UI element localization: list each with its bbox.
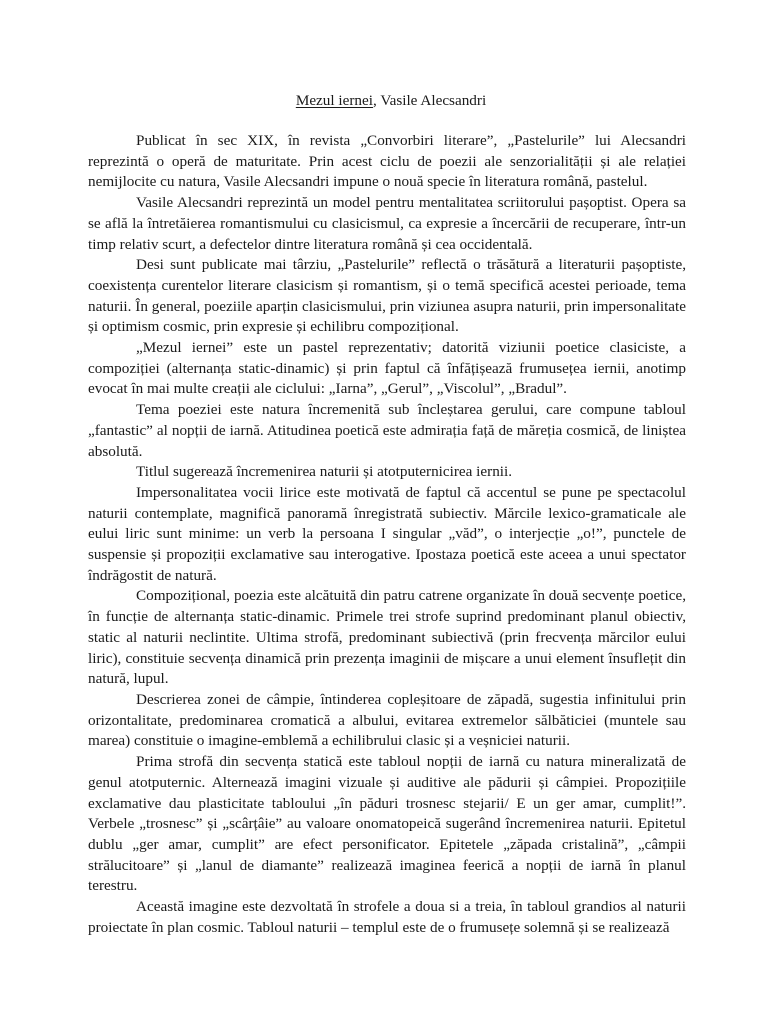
document-page — [88, 91, 686, 938]
paragraph-2: Vasile Alecsandri reprezintă un model pentru mentalitatea scriitorului pașoptist. Opera sa se află la întretăierea romantismului cu clasicismul, ca expresie a încercării de recuperare, într-un timp relativ scurt, a defectelor dintre literatura română și cea occidentală. — [88, 194, 686, 253]
paragraph-9: Descrierea zonei de câmpie, întinderea copleșitoare de zăpadă, sugestia infinitului prin orizontalitate, predominarea cromatică a albului, evitarea extremelor sălbăticiei (muntele sau marea) constituie o imagine-emblemă a echilibrului clasic și a veșniciei naturii. — [88, 690, 686, 750]
paragraph-6: Titlul sugerează încremenirea naturii și atotputernicirea iernii. — [136, 463, 513, 481]
paragraph-4: „Mezul iernei” este un pastel reprezentativ; datorită viziunii poetice clasiciste, a compoziției (alternanța static-dinamic) și prin faptul că înfățișează frumusețea iernii, anotimp evocat în mai multe creații ale ciclului: „Iarna”, „Gerul”, „Viscolul”, „Bradul”. — [88, 339, 686, 398]
paragraph-11: Această imagine este dezvoltată în strofele a doua si a treia, în tabloul grandios al naturii proiectate în plan cosmic. Tabloul naturii – templul este de o frumusețe solemnă și se realizează — [88, 898, 686, 936]
paragraph-3: Desi sunt publicate mai târziu, „Pastelurile” reflectă o trăsătură a literaturii pașoptiste, coexistența curentelor literare clasicism și romantism, și o temă specifică acestei perioade, tema naturii. În general, poeziile aparțin clasicismului, prin viziunea asupra naturii, prin impersonalitate și optimism cosmic, prin expresie și echilibru compozițional. — [88, 256, 686, 336]
title-author: Vasile Alecsandri — [380, 92, 487, 109]
paragraph-10: Prima strofă din secvența statică este tabloul nopții de iarnă cu natura mineralizată de genul atotputernic. Alternează imagini vizuale și auditive ale pădurii și câmpiei. Propozițiile exclamative dau plasticitate tabloului „în păduri trosnesc stejarii/ E un ger amar, cumplit!”. Verbele „trosnesc” și „scârțâie” au valoare onomatopeică sugerând încremenirea naturii. Epitetul dublu „ger amar, cumplit” are efect personificator. Epitetele „zăpada cristalină”, „câmpii strălucitoare” și „lanul de diamante” realizează imaginea feerică a nopții de iarnă în planul terestru. — [88, 753, 686, 895]
paragraph-5: Tema poeziei este natura încremenită sub încleștarea gerului, care compune tabloul „fantastic” al nopții de iarnă. Atitudinea poetică este admirația față de măreția cosmică, de liniștea absolută. — [88, 401, 686, 460]
document-title — [88, 91, 686, 110]
title-poem-name: Mezul iernei — [295, 92, 373, 109]
title-separator: , — [372, 92, 381, 109]
paragraph-1: Publicat în sec XIX, în revista „Convorbiri literare”, „Pastelurile” lui Alecsandri reprezintă o operă de maturitate. Prin acest ciclu de poezii ale senzorialității și ale relației nemijlocite cu natura, Vasile Alecsandri impune o nouă specie în literatura română, pastelul. — [88, 132, 686, 191]
paragraph-7: Impersonalitatea vocii lirice este motivată de faptul că accentul se pune pe spectacolul naturii contemplate, magnifică panoramă înregistrată subiectiv. Mărcile lexico-gramaticale ale eului liric sunt minime: un verb la persoana I singular „văd”, o interjecție „o!”, punctele de suspensie și propoziții exclamative sau interogative. Ipostaza poetică este aceea a unui spectator îndrăgostit de natură. — [88, 483, 686, 584]
paragraph-8: Compozițional, poezia este alcătuită din patru catrene organizate în două secvențe poetice, în funcție de alternanța static-dinamic. Primele trei strofe suprind predominant planul obiectiv, static al naturii neclintite. Ultima strofă, predominant subiectivă (prin frecvența mărcilor eului liric), constituie secvența dinamică prin prezența imaginii de mișcare a unui element însuflețit din natură, lupul. — [88, 587, 686, 688]
